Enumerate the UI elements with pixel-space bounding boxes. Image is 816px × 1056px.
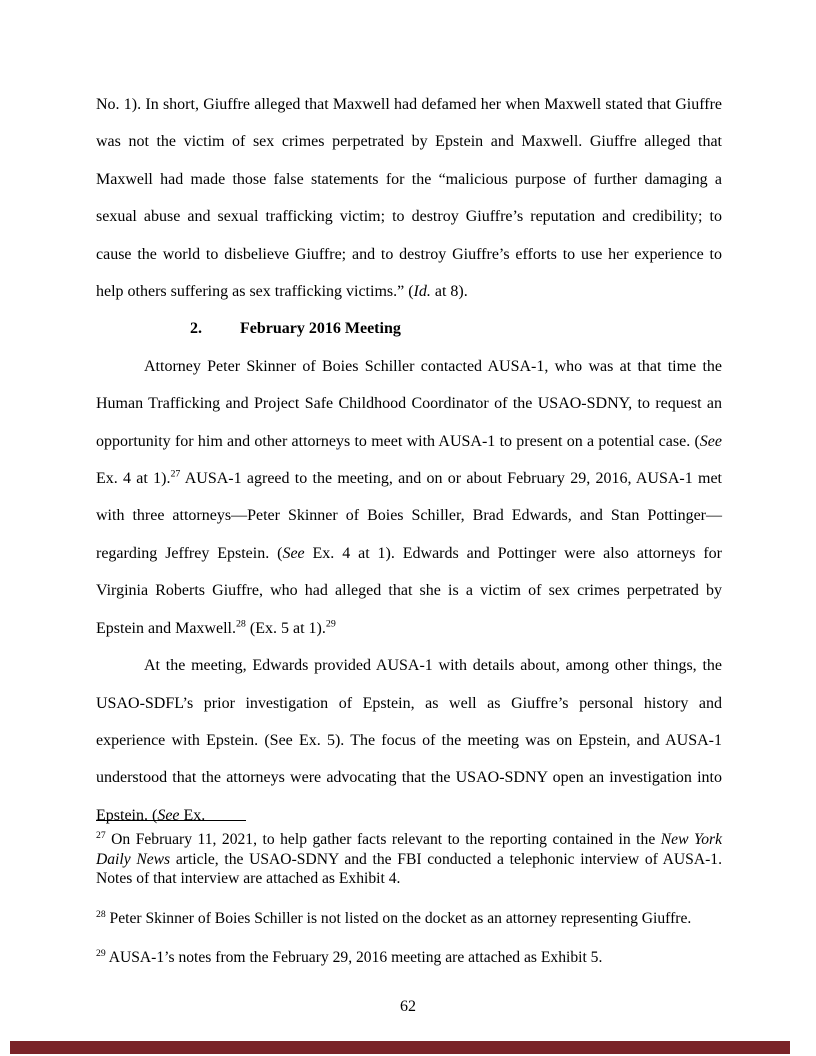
footnote-27: $^{27}$ On February 11, 2021, to help gather facts relevant to the reporting contained in the New York Daily News article, the USAO-SDNY and the FBI conducted a telephonic interview of AUSA-1. Notes of that interview are attached as Exhibit 4. (96, 829, 723, 888)
footnotes-section (96, 820, 722, 988)
footnote-28: $^{28}$ Peter Skinner of Boies Schiller is not listed on the docket as an attorney representing Giuffre. (96, 908, 692, 927)
body-paragraph-continuation: No. 1). In short, Giuffre alleged that Maxwell had defamed her when Maxwell stated that Giuffre was not the victim of sex crimes perpetrated by Epstein and Maxwell. Giuffre alleged that Maxwell had made those false statements for the “malicious purpose of further damaging a sexual abuse and sexual trafficking victim; to destroy Giuffre’s reputation and credibility; to cause the world to disbelieve Giuffre; and to destroy Giuffre’s efforts to use her experience to help others suffering as sex trafficking victims.” (Id. at 8). (96, 96, 722, 301)
section-heading-title: February 2016 Meeting (240, 320, 401, 338)
page-number: 62 (400, 998, 416, 1015)
footnote-separator (96, 820, 246, 821)
section-heading (96, 310, 722, 347)
footnote-29: $^{29}$ AUSA-1’s notes from the February 29, 2016 meeting are attached as Exhibit 5. (96, 948, 603, 967)
footer-bar (10, 1041, 790, 1054)
body-paragraph: At the meeting, Edwards provided AUSA-1 with details about, among other things, the USAO-SDFL’s prior investigation of Epstein, as well as Giuffre’s personal history and experience with Epstein. (See Ex. 5). The focus of the meeting was on Epstein, and AUSA-1 understood that the attorneys were advocating that the USAO-SDNY open an investigation into Epstein. (See Ex. (96, 657, 722, 824)
body-paragraph: Attorney Peter Skinner of Boies Schiller contacted AUSA-1, who was at that time the Human Trafficking and Project Safe Childhood Coordinator of the USAO-SDNY, to request an opportunity for him and other attorneys to meet with AUSA-1 to present on a potential case. (See Ex. 4 at 1).$^{27}$ AUSA-1 agreed to the meeting, and on or about February 29, 2016, AUSA-1 met with three attorneys—Peter Skinner of Boies Schiller, Brad Edwards, and Stan Pottinger—regarding Jeffrey Epstein. (See Ex. 4 at 1). Edwards and Pottinger were also attorneys for Virginia Roberts Giuffre, who had alleged that she is a victim of sex crimes perpetrated by Epstein and Maxwell.$^{28}$ (Ex. 5 at 1).$^{29}$ (96, 357, 723, 637)
section-heading-number: 2. (190, 320, 202, 338)
page-body (96, 86, 722, 834)
